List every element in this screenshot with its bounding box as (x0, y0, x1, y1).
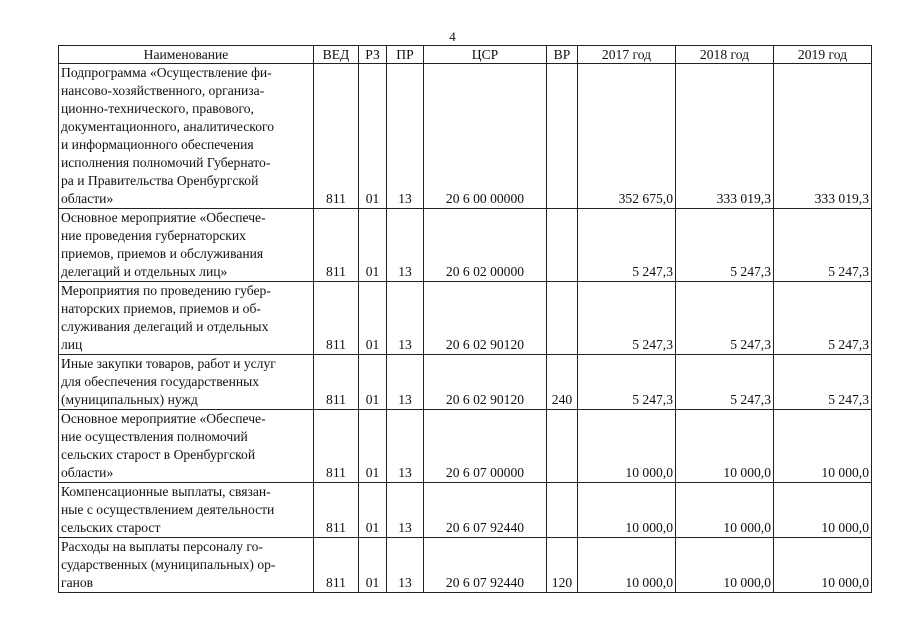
table-row (59, 483, 872, 538)
table-row (59, 355, 872, 410)
row-csr: 20 6 07 00000 (424, 410, 547, 483)
row-name: Основное мероприятие «Обеспече- ние осуществления полномочий сельских старост в Оренбургской области» (59, 410, 314, 483)
row-pr: 13 (387, 209, 424, 282)
row-ved: 811 (314, 355, 359, 410)
table-row (59, 282, 872, 355)
row-vr: 240 (547, 355, 578, 410)
row-2019: 5 247,3 (774, 355, 872, 410)
row-2019: 10 000,0 (774, 410, 872, 483)
table-row (59, 209, 872, 282)
row-name: Расходы на выплаты персоналу го- сударственных (муниципальных) ор- ганов (59, 538, 314, 593)
header-csr: ЦСР (424, 46, 547, 64)
row-vr: 120 (547, 538, 578, 593)
row-2018: 333 019,3 (676, 64, 774, 209)
table-row (59, 410, 872, 483)
row-2019: 10 000,0 (774, 483, 872, 538)
row-pr: 13 (387, 483, 424, 538)
row-2018: 5 247,3 (676, 282, 774, 355)
row-ved: 811 (314, 282, 359, 355)
row-csr: 20 6 00 00000 (424, 64, 547, 209)
row-pr: 13 (387, 538, 424, 593)
row-2018: 5 247,3 (676, 209, 774, 282)
header-ved: ВЕД (314, 46, 359, 64)
table-row (59, 64, 872, 209)
row-2019: 5 247,3 (774, 282, 872, 355)
row-csr: 20 6 07 92440 (424, 538, 547, 593)
table-row (59, 538, 872, 593)
row-ved: 811 (314, 538, 359, 593)
row-2018: 10 000,0 (676, 410, 774, 483)
row-2017: 352 675,0 (578, 64, 676, 209)
row-pr: 13 (387, 355, 424, 410)
row-2017: 5 247,3 (578, 209, 676, 282)
row-name: Мероприятия по проведению губер- наторских приемов, приемов и об- служивания делегаций и отдельных лиц (59, 282, 314, 355)
header-2018: 2018 год (676, 46, 774, 64)
row-vr (547, 64, 578, 209)
row-2017: 10 000,0 (578, 538, 676, 593)
header-vr: ВР (547, 46, 578, 64)
row-2017: 10 000,0 (578, 483, 676, 538)
budget-table (58, 45, 872, 593)
row-csr: 20 6 07 92440 (424, 483, 547, 538)
row-2017: 10 000,0 (578, 410, 676, 483)
row-2019: 10 000,0 (774, 538, 872, 593)
row-ved: 811 (314, 483, 359, 538)
row-name: Компенсационные выплаты, связан- ные с осуществлением деятельности сельских старост (59, 483, 314, 538)
header-2019: 2019 год (774, 46, 872, 64)
header-name: Наименование (59, 46, 314, 64)
row-rz: 01 (359, 483, 387, 538)
row-pr: 13 (387, 282, 424, 355)
row-pr: 13 (387, 64, 424, 209)
header-pr: ПР (387, 46, 424, 64)
header-2017: 2017 год (578, 46, 676, 64)
row-ved: 811 (314, 410, 359, 483)
row-pr: 13 (387, 410, 424, 483)
row-vr (547, 410, 578, 483)
row-rz: 01 (359, 209, 387, 282)
table-header-row (59, 46, 872, 64)
row-2017: 5 247,3 (578, 355, 676, 410)
row-rz: 01 (359, 538, 387, 593)
row-name: Основное мероприятие «Обеспече- ние проведения губернаторских приемов, приемов и обслуживания делегаций и отдельных лиц» (59, 209, 314, 282)
row-vr (547, 282, 578, 355)
row-csr: 20 6 02 90120 (424, 282, 547, 355)
header-rz: РЗ (359, 46, 387, 64)
row-rz: 01 (359, 282, 387, 355)
row-2017: 5 247,3 (578, 282, 676, 355)
row-2019: 333 019,3 (774, 64, 872, 209)
row-rz: 01 (359, 355, 387, 410)
row-name: Подпрограмма «Осуществление фи- нансово-хозяйственного, организа- ционно-технического, правового, документационного, аналитического и информационного обеспечения исполнения полномочий Губернато- ра и Правительства Оренбургской области» (59, 64, 314, 209)
row-ved: 811 (314, 209, 359, 282)
row-2019: 5 247,3 (774, 209, 872, 282)
row-2018: 5 247,3 (676, 355, 774, 410)
row-csr: 20 6 02 90120 (424, 355, 547, 410)
row-rz: 01 (359, 410, 387, 483)
row-ved: 811 (314, 64, 359, 209)
row-2018: 10 000,0 (676, 483, 774, 538)
row-name: Иные закупки товаров, работ и услуг для обеспечения государственных (муниципальных) нужд (59, 355, 314, 410)
row-vr (547, 483, 578, 538)
row-2018: 10 000,0 (676, 538, 774, 593)
row-csr: 20 6 02 00000 (424, 209, 547, 282)
row-vr (547, 209, 578, 282)
row-rz: 01 (359, 64, 387, 209)
page-number: 4 (449, 29, 456, 44)
